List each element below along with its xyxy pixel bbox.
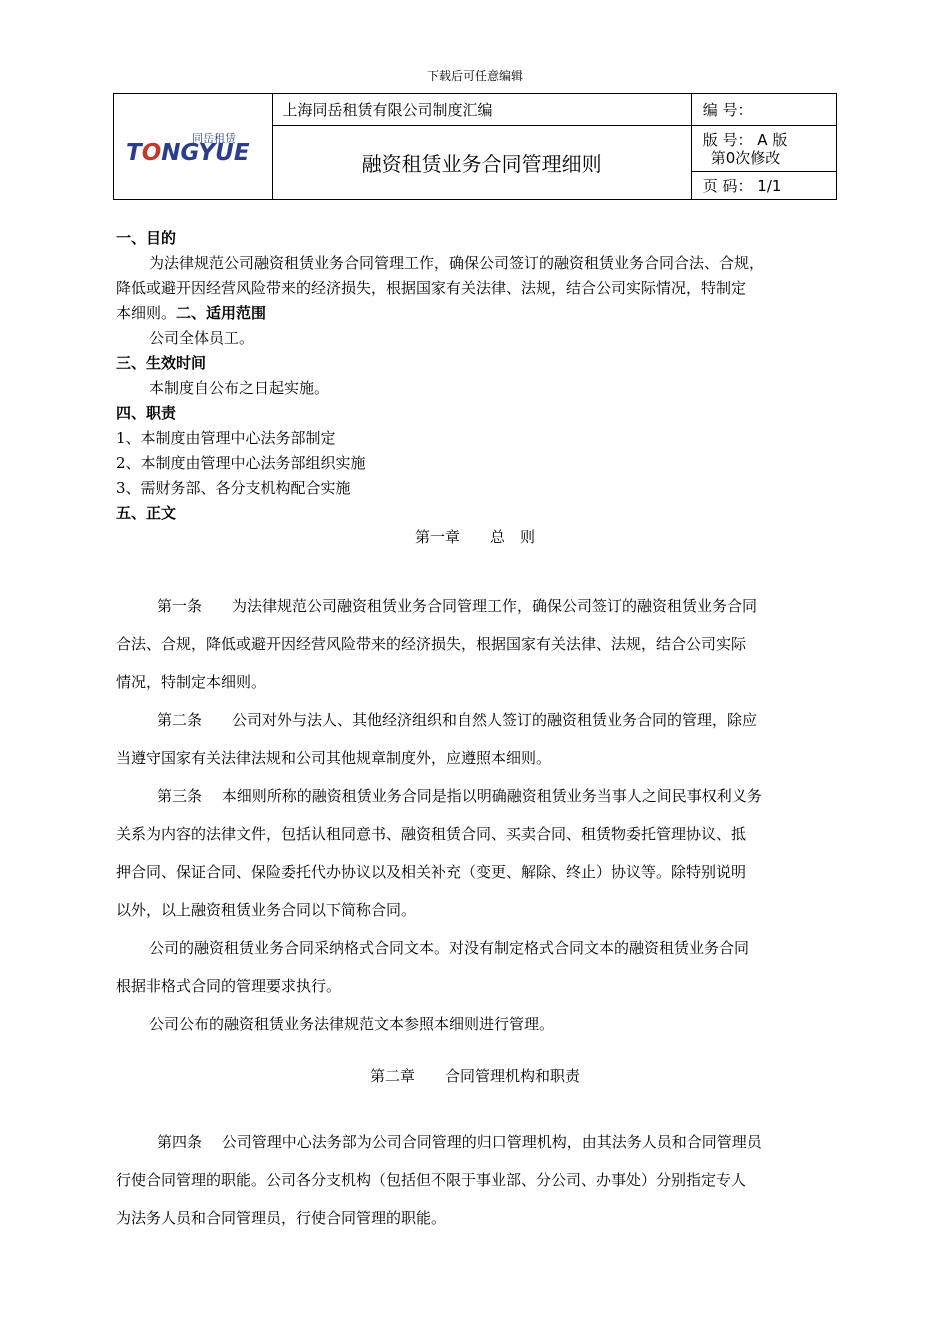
paragraph-line: 根据非格式合同的管理要求执行。	[116, 977, 342, 995]
article-line: 第一条 为法律规范公司融资租赁业务合同管理工作，确保公司签订的融资租赁业务合同	[157, 597, 758, 615]
article-line: 行使合同管理的职能。公司各分支机构（包括但不限于事业部、分公司、办事处）分别指定专人	[116, 1171, 747, 1189]
intro-sections	[116, 226, 840, 526]
paragraph-line: 为法律规范公司融资租赁业务合同管理工作，确保公司签订的融资租赁业务合同合法、合规，	[149, 254, 765, 272]
article-line: 第二条 公司对外与法人、其他经济组织和自然人签订的融资租赁业务合同的管理，除应	[157, 711, 758, 729]
paragraph-line: 公司的融资租赁业务合同采纳格式合同文本。对没有制定格式合同文本的融资租赁业务合同	[149, 939, 750, 957]
document-header-table	[113, 93, 837, 200]
company-logo	[114, 94, 273, 200]
top-note: 下载后可任意编辑	[426, 69, 523, 83]
paragraph-text: 本细则。	[116, 304, 177, 322]
paragraph-line: 公司公布的融资租赁业务法律规范文本参照本细则进行管理。	[149, 1015, 555, 1033]
company-name: 上海同岳租赁有限公司制度汇编	[272, 94, 691, 126]
list-item: 3、需财务部、各分支机构配合实施	[116, 479, 351, 497]
doc-number: 编 号：	[691, 94, 836, 126]
article-line: 为法务人员和合同管理员，行使合同管理的职能。	[116, 1209, 447, 1227]
list-item: 1、本制度由管理中心法务部制定	[116, 429, 336, 447]
document-title: 融资租赁业务合同管理细则	[272, 126, 691, 200]
section-heading: 二、适用范围	[176, 304, 267, 322]
section-heading: 五、正文	[116, 504, 177, 522]
paragraph-line: 公司全体员工。	[149, 329, 255, 347]
logo-cn-text: 同岳租赁	[192, 132, 236, 145]
section-heading: 一、目的	[116, 229, 177, 247]
article-line: 押合同、保证合同、保险委托代办协议以及相关补充（变更、解除、终止）协议等。除特别说明	[116, 863, 747, 881]
article-line: 合法、合规，降低或避开因经营风险带来的经济损失，根据国家有关法律、法规，结合公司实际	[116, 635, 747, 653]
chapter-heading: 第一章 总 则	[414, 528, 535, 546]
section-heading: 三、生效时间	[116, 354, 207, 372]
paragraph-line: 降低或避开因经营风险带来的经济损失，根据国家有关法律、法规，结合公司实际情况，特制定	[116, 279, 747, 297]
article-line: 情况，特制定本细则。	[116, 673, 267, 691]
version-label: 版 号： A 版	[702, 130, 788, 149]
doc-page: 页 码： 1/1	[691, 172, 836, 200]
version-sub: 第0次修改	[710, 148, 781, 167]
logo-en-text: TONGYUE	[126, 140, 250, 166]
article-line: 第四条 公司管理中心法务部为公司合同管理的归口管理机构，由其法务人员和合同管理员	[157, 1133, 762, 1151]
article-line: 以外，以上融资租赁业务合同以下简称合同。	[116, 901, 417, 919]
article-line: 关系为内容的法律文件，包括认租同意书、融资租赁合同、买卖合同、租赁物委托管理协议、抵	[116, 825, 747, 843]
section-heading: 四、职责	[116, 404, 177, 422]
article-line: 第三条 本细则所称的融资租赁业务合同是指以明确融资租赁业务当事人之间民事权利义务	[157, 787, 762, 805]
chapter-heading: 第二章 合同管理机构和职责	[369, 1067, 580, 1085]
article-line: 当遵守国家有关法律法规和公司其他规章制度外，应遵照本细则。	[116, 749, 552, 767]
list-item: 2、本制度由管理中心法务部组织实施	[116, 454, 366, 472]
chapter2-body	[116, 1123, 840, 1237]
paragraph-line	[116, 301, 840, 326]
doc-version	[691, 126, 836, 172]
chapter1-body	[116, 587, 840, 1043]
paragraph-line: 本制度自公布之日起实施。	[149, 379, 330, 397]
